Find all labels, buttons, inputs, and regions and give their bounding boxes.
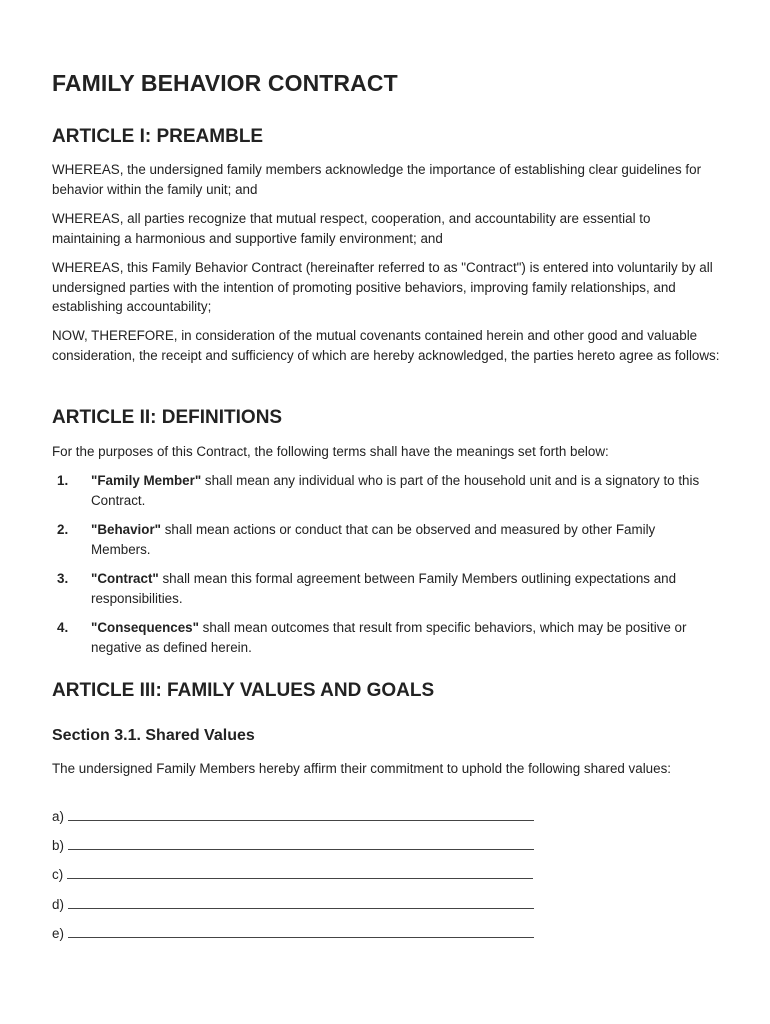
definition-item (52, 618, 720, 657)
article-2-heading: ARTICLE II: DEFINITIONS (52, 407, 283, 428)
section-3-1-heading: Section 3.1. Shared Values (52, 727, 255, 744)
definitions-intro: For the purposes of this Contract, the following terms shall have the meanings set forth below: (52, 444, 609, 459)
definition-term: "Contract" (91, 571, 159, 586)
blank-label: d) (52, 897, 64, 912)
definition-term: "Behavior" (91, 522, 162, 537)
definition-text: shall mean this formal agreement between Family Members outlining expectations and responsibilities. (91, 571, 677, 606)
definition-item (52, 471, 720, 510)
shared-values-intro: The undersigned Family Members hereby affirm their commitment to uphold the following shared values: (52, 761, 671, 776)
definition-term: "Consequences" (91, 620, 199, 635)
definition-text: shall mean any individual who is part of the household unit and is a signatory to this Contract. (91, 473, 700, 508)
definition-number: 1. (57, 473, 69, 488)
preamble-paragraph-2: WHEREAS, all parties recognize that mutual respect, cooperation, and accountability are essential to maintaining a harmonious and supportive family environment; and (52, 211, 651, 246)
definition-item (52, 520, 720, 559)
blank-label: e) (52, 926, 64, 941)
definition-number: 2. (57, 522, 69, 537)
value-blank-a[interactable] (52, 807, 534, 827)
document-title: FAMILY BEHAVIOR CONTRACT (52, 70, 398, 96)
preamble-paragraph-1: WHEREAS, the undersigned family members acknowledge the importance of establishing clear guidelines for behavior within the family unit; and (52, 162, 702, 197)
blank-label: a) (52, 809, 64, 824)
value-blank-e[interactable] (52, 924, 534, 944)
blank-label: b) (52, 838, 64, 853)
blank-label: c) (52, 867, 64, 882)
blank-fill-line[interactable] (67, 865, 533, 879)
value-blank-b[interactable] (52, 836, 534, 856)
definition-text: shall mean outcomes that result from specific behaviors, which may be positive or negative as defined herein. (91, 620, 687, 655)
article-1-heading: ARTICLE I: PREAMBLE (52, 126, 264, 147)
blank-fill-line[interactable] (68, 895, 534, 909)
blank-fill-line[interactable] (68, 807, 534, 821)
definition-number: 3. (57, 571, 69, 586)
article-3-heading: ARTICLE III: FAMILY VALUES AND GOALS (52, 680, 435, 701)
preamble-paragraph-3: WHEREAS, this Family Behavior Contract (hereinafter referred to as "Contract") is entered into voluntarily by all undersigned parties with the intention of promoting positive behaviors, improving family relationships, and establishing accountability; (52, 260, 713, 314)
definition-number: 4. (57, 620, 69, 635)
blank-fill-line[interactable] (68, 836, 534, 850)
definition-text: shall mean actions or conduct that can be observed and measured by other Family Members. (91, 522, 656, 557)
preamble-paragraph-4: NOW, THEREFORE, in consideration of the mutual covenants contained herein and other good and valuable consideration, the receipt and sufficiency of which are hereby acknowledged, the parties hereto agree as follows: (52, 328, 720, 363)
blank-fill-line[interactable] (68, 924, 534, 938)
definition-item (52, 569, 720, 608)
value-blank-c[interactable] (52, 865, 533, 885)
value-blank-d[interactable] (52, 895, 534, 915)
definition-term: "Family Member" (91, 473, 202, 488)
